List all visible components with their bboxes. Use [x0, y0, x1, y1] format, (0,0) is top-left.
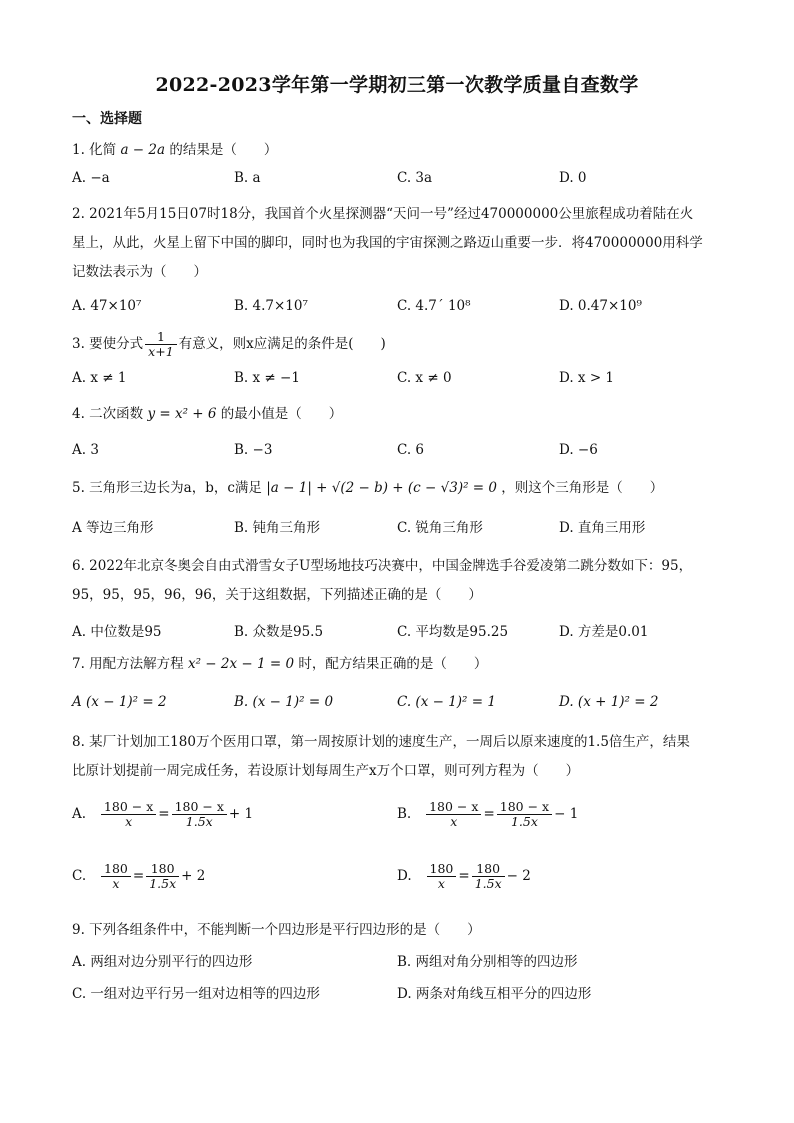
- page-title: 2022-2023学年第一学期初三第一次教学质量自查数学: [155, 74, 639, 96]
- question-1: 1. 化简 a − 2a 的结果是（ ）: [72, 142, 278, 158]
- question-8: 8. 某厂计划加工180万个医用口罩，第一周按原计划的速度生产，一周后以原来速度的1.5倍生产，结果 比原计划提前一周完成任务，若设原计划每周生产x万个口罩，则可列方程为（ ）: [72, 734, 690, 779]
- question-7: 7. 用配方法解方程 x² − 2x − 1 = 0 时，配方结果正确的是（ ）: [72, 656, 488, 672]
- option-a: A. −a: [72, 170, 110, 186]
- question-6: 6. 2022年北京冬奥会自由式滑雪女子U型场地技巧决赛中，中国金牌选手谷爱凌第二跳分数如下：95， 95，95，95，96，96，关于这组数据，下列描述正确的是（ ）: [72, 558, 693, 603]
- option-c: C. $\frac{180}{x}$ = $\frac{180}{1.5x}$ + 2: [72, 861, 206, 891]
- question-6-options: [72, 620, 722, 646]
- question-5-options: [72, 516, 722, 542]
- option-b: B. 众数是95.5: [234, 624, 324, 640]
- option-b: B. −3: [234, 442, 273, 458]
- section-heading: 一、选择题: [72, 111, 142, 127]
- question-5: 5. 三角形三边长为a，b，c满足 |a − 1| + √(2 − b) + (c − √3)² = 0 ，则这个三角形是（ ）: [72, 480, 664, 496]
- option-b: B. x ≠ −1: [234, 370, 300, 386]
- question-4: 4. 二次函数 y = x² + 6 的最小值是（ ）: [72, 406, 343, 422]
- question-8-options-row2: [72, 862, 722, 906]
- q4-expression: y = x² + 6: [147, 406, 217, 422]
- option-d: D. 0.47×10⁹: [559, 298, 642, 314]
- option-d: D. 两条对角线互相平分的四边形: [397, 986, 592, 1002]
- option-c: C. 3a: [397, 170, 433, 186]
- option-d: D. −6: [559, 442, 598, 458]
- option-b: B. a: [234, 170, 261, 186]
- q1-expression: a − 2a: [120, 142, 166, 158]
- option-a: A. 47×10⁷: [72, 298, 142, 314]
- option-c: C. 4.7´ 10⁸: [397, 298, 471, 314]
- q3-fraction: $\frac{1}{x+1}$: [145, 330, 176, 359]
- question-2-options: [72, 298, 722, 324]
- option-a: A. 两组对边分别平行的四边形: [72, 954, 253, 970]
- question-9-options-row2: [72, 982, 722, 1008]
- question-4-options: [72, 442, 722, 468]
- question-9-options-row1: [72, 950, 722, 976]
- option-c: C. x ≠ 0: [397, 370, 452, 386]
- option-a: A (x − 1)² = 2: [72, 694, 167, 710]
- question-9: 9. 下列各组条件中，不能判断一个四边形是平行四边形的是（ ）: [72, 922, 481, 938]
- option-a: A 等边三角形: [72, 520, 154, 536]
- question-3-options: [72, 370, 722, 396]
- option-d: D. 直角三用形: [559, 520, 646, 536]
- question-3: 3. 要使分式 $\frac{1}{x+1}$ 有意义，则x应满足的条件是( ): [72, 329, 386, 359]
- option-c: C. 6: [397, 442, 425, 458]
- question-1-options: [72, 170, 722, 196]
- option-d: D. 0: [559, 170, 587, 186]
- option-b: B. (x − 1)² = 0: [234, 694, 334, 710]
- q7-expression: x² − 2x − 1 = 0: [187, 656, 295, 672]
- option-d: D. 方差是0.01: [559, 624, 649, 640]
- option-c: C. (x − 1)² = 1: [397, 694, 496, 710]
- question-8-options-row1: [72, 800, 722, 844]
- option-b: B. 钝角三角形: [234, 520, 321, 536]
- option-b: B. 4.7×10⁷: [234, 298, 308, 314]
- option-c: C. 锐角三角形: [397, 520, 483, 536]
- q5-expression: |a − 1| + √(2 − b) + (c − √3)² = 0: [266, 480, 497, 496]
- option-c: C. 平均数是95.25: [397, 624, 509, 640]
- option-d: D. (x + 1)² = 2: [559, 694, 659, 710]
- option-d: D. x > 1: [559, 370, 615, 386]
- option-a: A. $\frac{180 - x}{x}$ = $\frac{180 - x}{1.5x}$ + 1: [72, 799, 254, 829]
- question-7-options: [72, 694, 722, 720]
- option-c: C. 一组对边平行另一组对边相等的四边形: [72, 986, 320, 1002]
- option-d: D. $\frac{180}{x}$ = $\frac{180}{1.5x}$ − 2: [397, 861, 531, 891]
- option-a: A. 中位数是95: [72, 624, 162, 640]
- option-a: A. x ≠ 1: [72, 370, 127, 386]
- option-a: A. 3: [72, 442, 99, 458]
- question-2: 2. 2021年5月15日07时18分，我国首个火星探测器“天问一号”经过470000000公里旅程成功着陆在火 星上，从此，火星上留下中国的脚印，同时也为我国的宇宙探测之路迈山重要一步．将470000000用科学 记数法表示为（ ）: [72, 206, 703, 280]
- option-b: B. 两组对角分别相等的四边形: [397, 954, 578, 970]
- option-b: B. $\frac{180 - x}{x}$ = $\frac{180 - x}{1.5x}$ − 1: [397, 799, 579, 829]
